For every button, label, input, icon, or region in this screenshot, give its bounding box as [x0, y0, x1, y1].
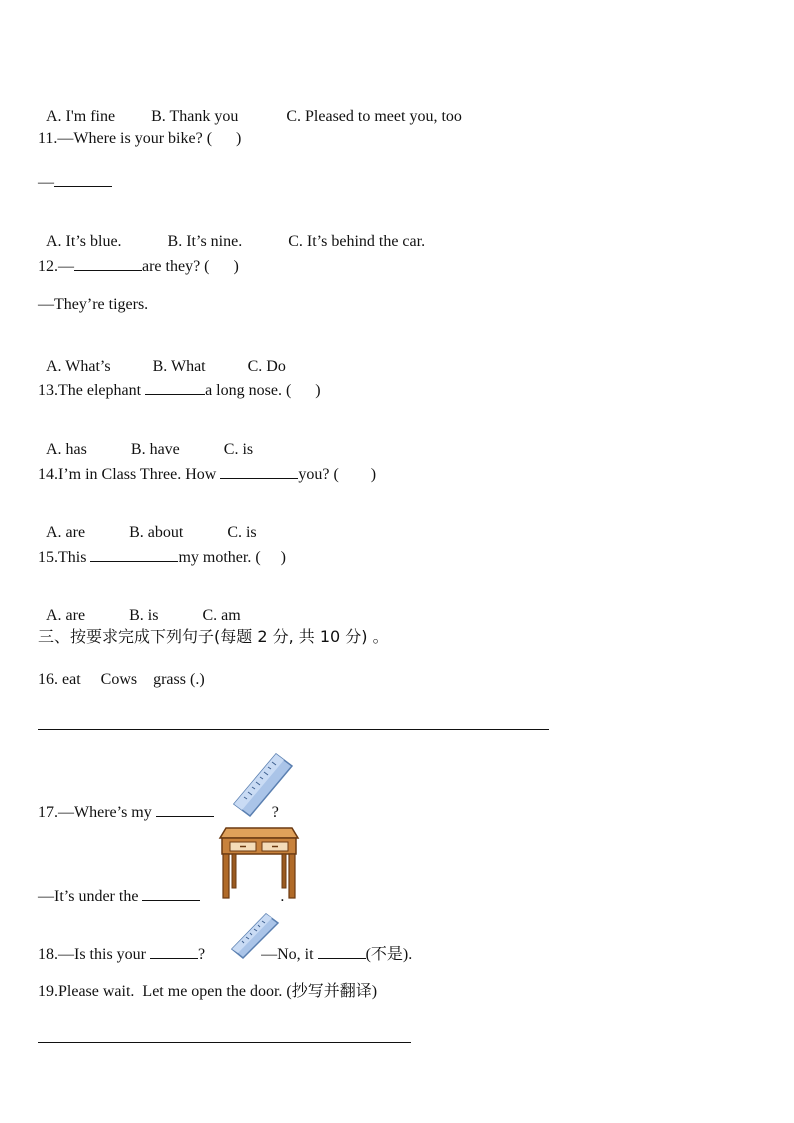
q15-question	[38, 545, 286, 568]
q17-answer-text: —It’s under the	[38, 888, 143, 905]
q18-question-mark: ?	[198, 946, 206, 963]
q15-options	[38, 586, 241, 626]
q12-answer: —They’re tigers.	[38, 296, 149, 313]
q11-options	[38, 212, 425, 252]
q11-dash: —	[57, 130, 74, 147]
q11-text: Where is your bike? ( )	[73, 130, 242, 147]
section-3-heading: 三、按要求完成下列句子(每题 2 分, 共 10 分) 。	[38, 627, 389, 646]
q13-option-a: A. has	[46, 441, 87, 458]
q17-blank-2[interactable]	[142, 884, 200, 901]
q12-blank[interactable]	[74, 254, 142, 271]
q12-text: are they? ( )	[142, 258, 239, 275]
q14-blank[interactable]	[220, 462, 298, 479]
q13-text-after: a long nose. ( )	[205, 382, 321, 399]
q19-text: Please wait. Let me open the door. (抄写并翻译)	[58, 983, 378, 1000]
q15-blank[interactable]	[90, 545, 178, 562]
q16-number: 16.	[38, 671, 58, 688]
q12-dash: —	[58, 258, 74, 275]
q17-question	[38, 800, 279, 823]
q18-blank-2[interactable]	[318, 942, 366, 959]
q12-question	[38, 254, 239, 277]
q11-option-b: B. It’s nine.	[167, 233, 243, 250]
q18-question	[38, 942, 412, 965]
q14-options	[38, 503, 257, 543]
q13-text-before: The elephant	[58, 382, 146, 399]
q17-question-mark: ?	[271, 804, 279, 821]
q10-option-b: B. Thank you	[151, 108, 239, 125]
q13-option-c: C. is	[223, 441, 254, 458]
q13-number: 13.	[38, 382, 58, 399]
q16-question	[38, 670, 205, 690]
q14-option-a: A. are	[46, 524, 86, 541]
q13-option-b: B. have	[130, 441, 180, 458]
q19-number: 19.	[38, 983, 58, 1000]
q18-text-before: —Is this your	[58, 946, 150, 963]
q17-answer	[38, 884, 284, 907]
q11-answer-line	[38, 170, 112, 193]
q17-blank-1[interactable]	[156, 800, 214, 817]
q11-question	[38, 129, 241, 149]
q15-option-a: A. are	[46, 607, 86, 624]
q10-option-c: C. Pleased to meet you, too	[286, 108, 462, 125]
q11-number: 11.	[38, 130, 58, 147]
q14-number: 14.	[38, 466, 58, 483]
q12-option-b: B. What	[152, 358, 206, 375]
q18-number: 18.	[38, 946, 58, 963]
q13-blank[interactable]	[145, 378, 205, 395]
q19-question	[38, 982, 377, 1002]
q14-text-before: I’m in Class Three. How	[58, 466, 221, 483]
q14-text-after: you? ( )	[298, 466, 377, 483]
q16-words: eat Cows grass (.)	[62, 671, 205, 688]
q17-period: .	[280, 888, 285, 905]
q11-answer-blank[interactable]	[54, 170, 112, 187]
q10-options	[38, 87, 462, 127]
q18-answer-text: —No, it	[261, 946, 318, 963]
q13-question	[38, 378, 321, 401]
q19-answer-line[interactable]	[38, 1042, 411, 1043]
q17-number: 17.	[38, 804, 58, 821]
q11-option-a: A. It’s blue.	[46, 233, 122, 250]
q13-options	[38, 420, 253, 460]
q18-blank-1[interactable]	[150, 942, 198, 959]
q10-option-a: A. I'm fine	[46, 108, 116, 125]
q15-text-before: This	[58, 549, 91, 566]
q15-option-b: B. is	[129, 607, 159, 624]
ruler-icon	[230, 912, 280, 960]
q15-text-after: my mother. ( )	[178, 549, 286, 566]
q11-option-c: C. It’s behind the car.	[288, 233, 426, 250]
q12-option-a: A. What’s	[46, 358, 111, 375]
q14-question	[38, 462, 376, 485]
q15-option-c: C. am	[202, 607, 241, 624]
q11-answer-dash: —	[38, 174, 54, 191]
q17-text: —Where’s my	[58, 804, 156, 821]
q12-options	[38, 337, 286, 377]
q15-number: 15.	[38, 549, 58, 566]
q14-option-b: B. about	[129, 524, 184, 541]
q18-hint: (不是).	[365, 946, 413, 963]
q14-option-c: C. is	[227, 524, 257, 541]
q12-option-c: C. Do	[247, 358, 286, 375]
q12-number: 12.	[38, 258, 58, 275]
q16-answer-line[interactable]	[38, 729, 549, 730]
